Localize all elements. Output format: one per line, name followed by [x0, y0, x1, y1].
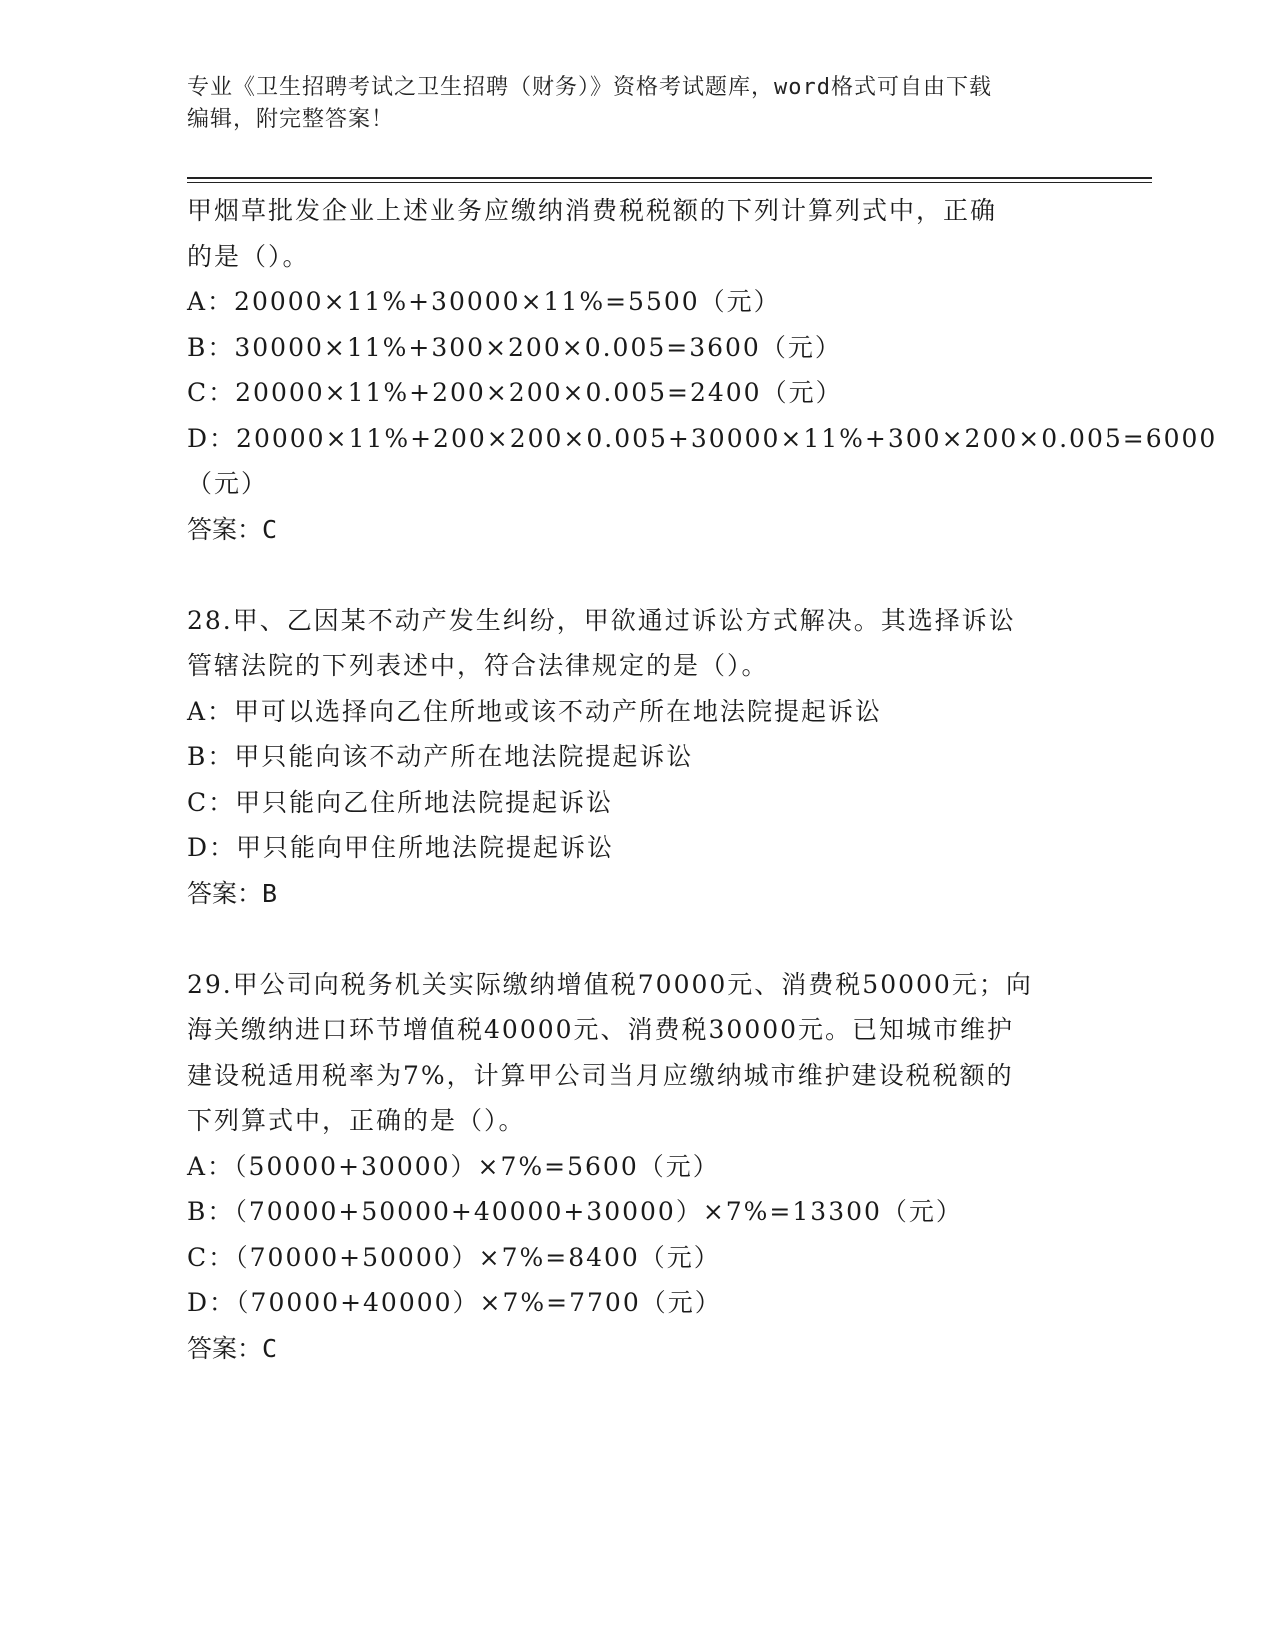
option-d: D：（70000+40000）×7%=7700（元）	[187, 1288, 722, 1317]
question-stem-line: 的是（）。	[187, 241, 310, 271]
question-stem-line: 下列算式中，正确的是（）。	[187, 1106, 526, 1135]
question-29	[187, 962, 1087, 1372]
question-27	[187, 188, 1218, 553]
header-divider-thin	[187, 182, 1152, 183]
option-a: A：（50000+30000）×7%=5600（元）	[187, 1151, 720, 1181]
option-d-continued: （元）	[187, 469, 269, 498]
question-stem-line: 29.甲公司向税务机关实际缴纳增值税70000元、消费税50000元；向	[187, 969, 1033, 999]
question-stem-line: 28.甲、乙因某不动产发生纠纷，甲欲通过诉讼方式解决。其选择诉讼	[187, 605, 1016, 635]
option-c: C：（70000+50000）×7%=8400（元）	[187, 1242, 721, 1272]
question-stem-line: 管辖法院的下列表述中，符合法律规定的是（）。	[187, 651, 769, 680]
header-line-2: 编辑，附完整答案！	[187, 107, 395, 132]
option-d: D：20000×11%+200×200×0.005+30000×11%+300×200×0.005=6000	[187, 423, 1218, 453]
option-b: B：甲只能向该不动产所在地法院提起诉讼	[187, 742, 694, 771]
option-a: A：甲可以选择向乙住所地或该不动产所在地法院提起诉讼	[187, 696, 883, 726]
option-b: B：30000×11%+300×200×0.005=3600（元）	[187, 332, 842, 362]
answer: 答案：C	[187, 514, 278, 544]
option-d: D：甲只能向甲住所地法院提起诉讼	[187, 833, 615, 862]
header-divider-thick	[187, 177, 1152, 179]
question-28	[187, 598, 1087, 917]
answer: 答案：B	[187, 878, 278, 908]
option-c: C：20000×11%+200×200×0.005=2400（元）	[187, 378, 843, 407]
option-a: A：20000×11%+30000×11%=5500（元）	[187, 287, 781, 316]
question-list	[187, 188, 1218, 1372]
question-stem-line: 建设税适用税率为7%，计算甲公司当月应缴纳城市维护建设税税额的	[187, 1060, 1014, 1090]
question-stem-line: 海关缴纳进口环节增值税40000元、消费税30000元。已知城市维护	[187, 1015, 1015, 1044]
question-spacer	[187, 553, 1087, 598]
question-spacer	[187, 917, 1087, 962]
answer: 答案：C	[187, 1333, 278, 1363]
header-line-1: 专业《卫生招聘考试之卫生招聘（财务）》资格考试题库，word格式可自由下载	[187, 75, 992, 100]
document-header	[187, 72, 1067, 136]
option-c: C：甲只能向乙住所地法院提起诉讼	[187, 787, 614, 817]
option-b: B：（70000+50000+40000+30000）×7%=13300（元）	[187, 1197, 963, 1226]
question-stem-line: 甲烟草批发企业上述业务应缴纳消费税税额的下列计算列式中，正确	[187, 196, 998, 225]
